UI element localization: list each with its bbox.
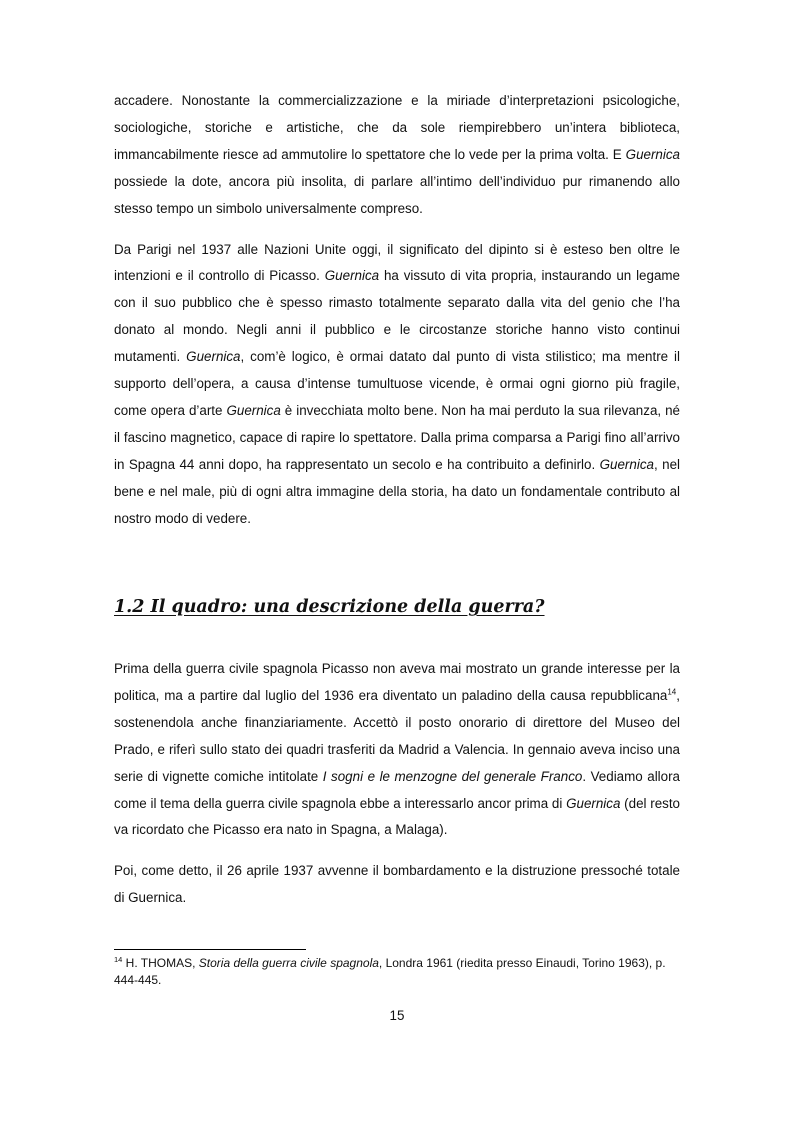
paragraph-3: Prima della guerra civile spagnola Picasso non aveva mai mostrato un grande interesse per la politica, ma a partire dal luglio del 1936 era diventato un paladino della causa repubblicana$^{14}$, sostenendola anche finanziariamente. Accettò il posto onorario di direttore del Museo del Prado, e riferì sullo stato dei quadri trasferiti da Madrid a Valencia. In gennaio aveva inciso una serie di vignette comiche intitolate I sogni e le menzogne del generale Franco. Vediamo allora come il tema della guerra civile spagnola ebbe a interessarlo ancor prima di Guernica (del resto va ricordato che Picasso era nato in Spagna, a Malaga). bbox=[114, 661, 681, 838]
paragraph-4: Poi, come detto, il 26 aprile 1937 avvenne il bombardamento e la distruzione pressoché totale di Guernica. bbox=[114, 863, 680, 906]
italic-title: Guernica bbox=[324, 268, 380, 284]
footnote-separator bbox=[114, 949, 306, 950]
paragraph-2: Da Parigi nel 1937 alle Nazioni Unite oggi, il significato del dipinto si è esteso ben oltre le intenzioni e il controllo di Picasso. Guernica ha vissuto di vita propria, instaurando un legame con il suo pubblico che è spesso rimasto totalmente separato dalla vita del genio che l’ha donato al mondo. Negli anni il pubblico e le circostanze storiche hanno visto continui mutamenti. Guernica, com’è logico, è ormai datato dal punto di vista stilistico; ma mentre il supporto dell’opera, a causa d’intense tumultuose vicende, è ormai ogni giorno più fragile, come opera d’arte Guernica è invecchiata molto bene. Non ha mai perduto la sua rilevanza, né il fascino magnetico, capace di rapire lo spettatore. Dalla prima comparsa a Parigi fino all’arrivo in Spagna 44 anni dopo, ha rappresentato un secolo e ha contribuito a definirlo. Guernica, nel bene e nel male, più di ogni altra immagine della storia, ha dato un fondamentale contributo al nostro modo di vedere. bbox=[114, 241, 680, 526]
footnote-reference[interactable]: 14 bbox=[667, 687, 677, 697]
italic-title: Storia della guerra civile spagnola bbox=[198, 956, 379, 970]
italic-title: Guernica bbox=[599, 456, 654, 472]
footnote: $^{14}$ H. THOMAS, Storia della guerra civile spagnola, Londra 1961 (riedita presso Einaudi, Torino 1963), p. 444-445. bbox=[114, 955, 666, 987]
italic-title: Guernica bbox=[186, 349, 241, 365]
italic-title: Guernica bbox=[226, 402, 281, 418]
italic-title: I sogni e le menzogne del generale Franco bbox=[322, 768, 583, 784]
page-number: 15 bbox=[389, 1008, 405, 1023]
section-1 bbox=[114, 88, 680, 533]
footnote-number: 14 bbox=[114, 955, 123, 964]
italic-title: Guernica bbox=[625, 146, 680, 162]
section-heading: 1.2 Il quadro: una descrizione della guerra? bbox=[114, 597, 545, 617]
section-2 bbox=[114, 656, 680, 912]
italic-title: Guernica bbox=[566, 795, 621, 811]
paragraph-1: accadere. Nonostante la commercializzazione e la miriade d’interpretazioni psicologiche, sociologiche, storiche e artistiche, che da sole riempirebbero un’intera biblioteca, immancabilmente riesce ad ammutolire lo spettatore che lo vede per la prima volta. E Guernica possiede la dote, ancora più insolita, di parlare all’intimo dell’individuo pur rimanendo allo stesso tempo un simbolo universalmente compreso. bbox=[114, 93, 680, 216]
